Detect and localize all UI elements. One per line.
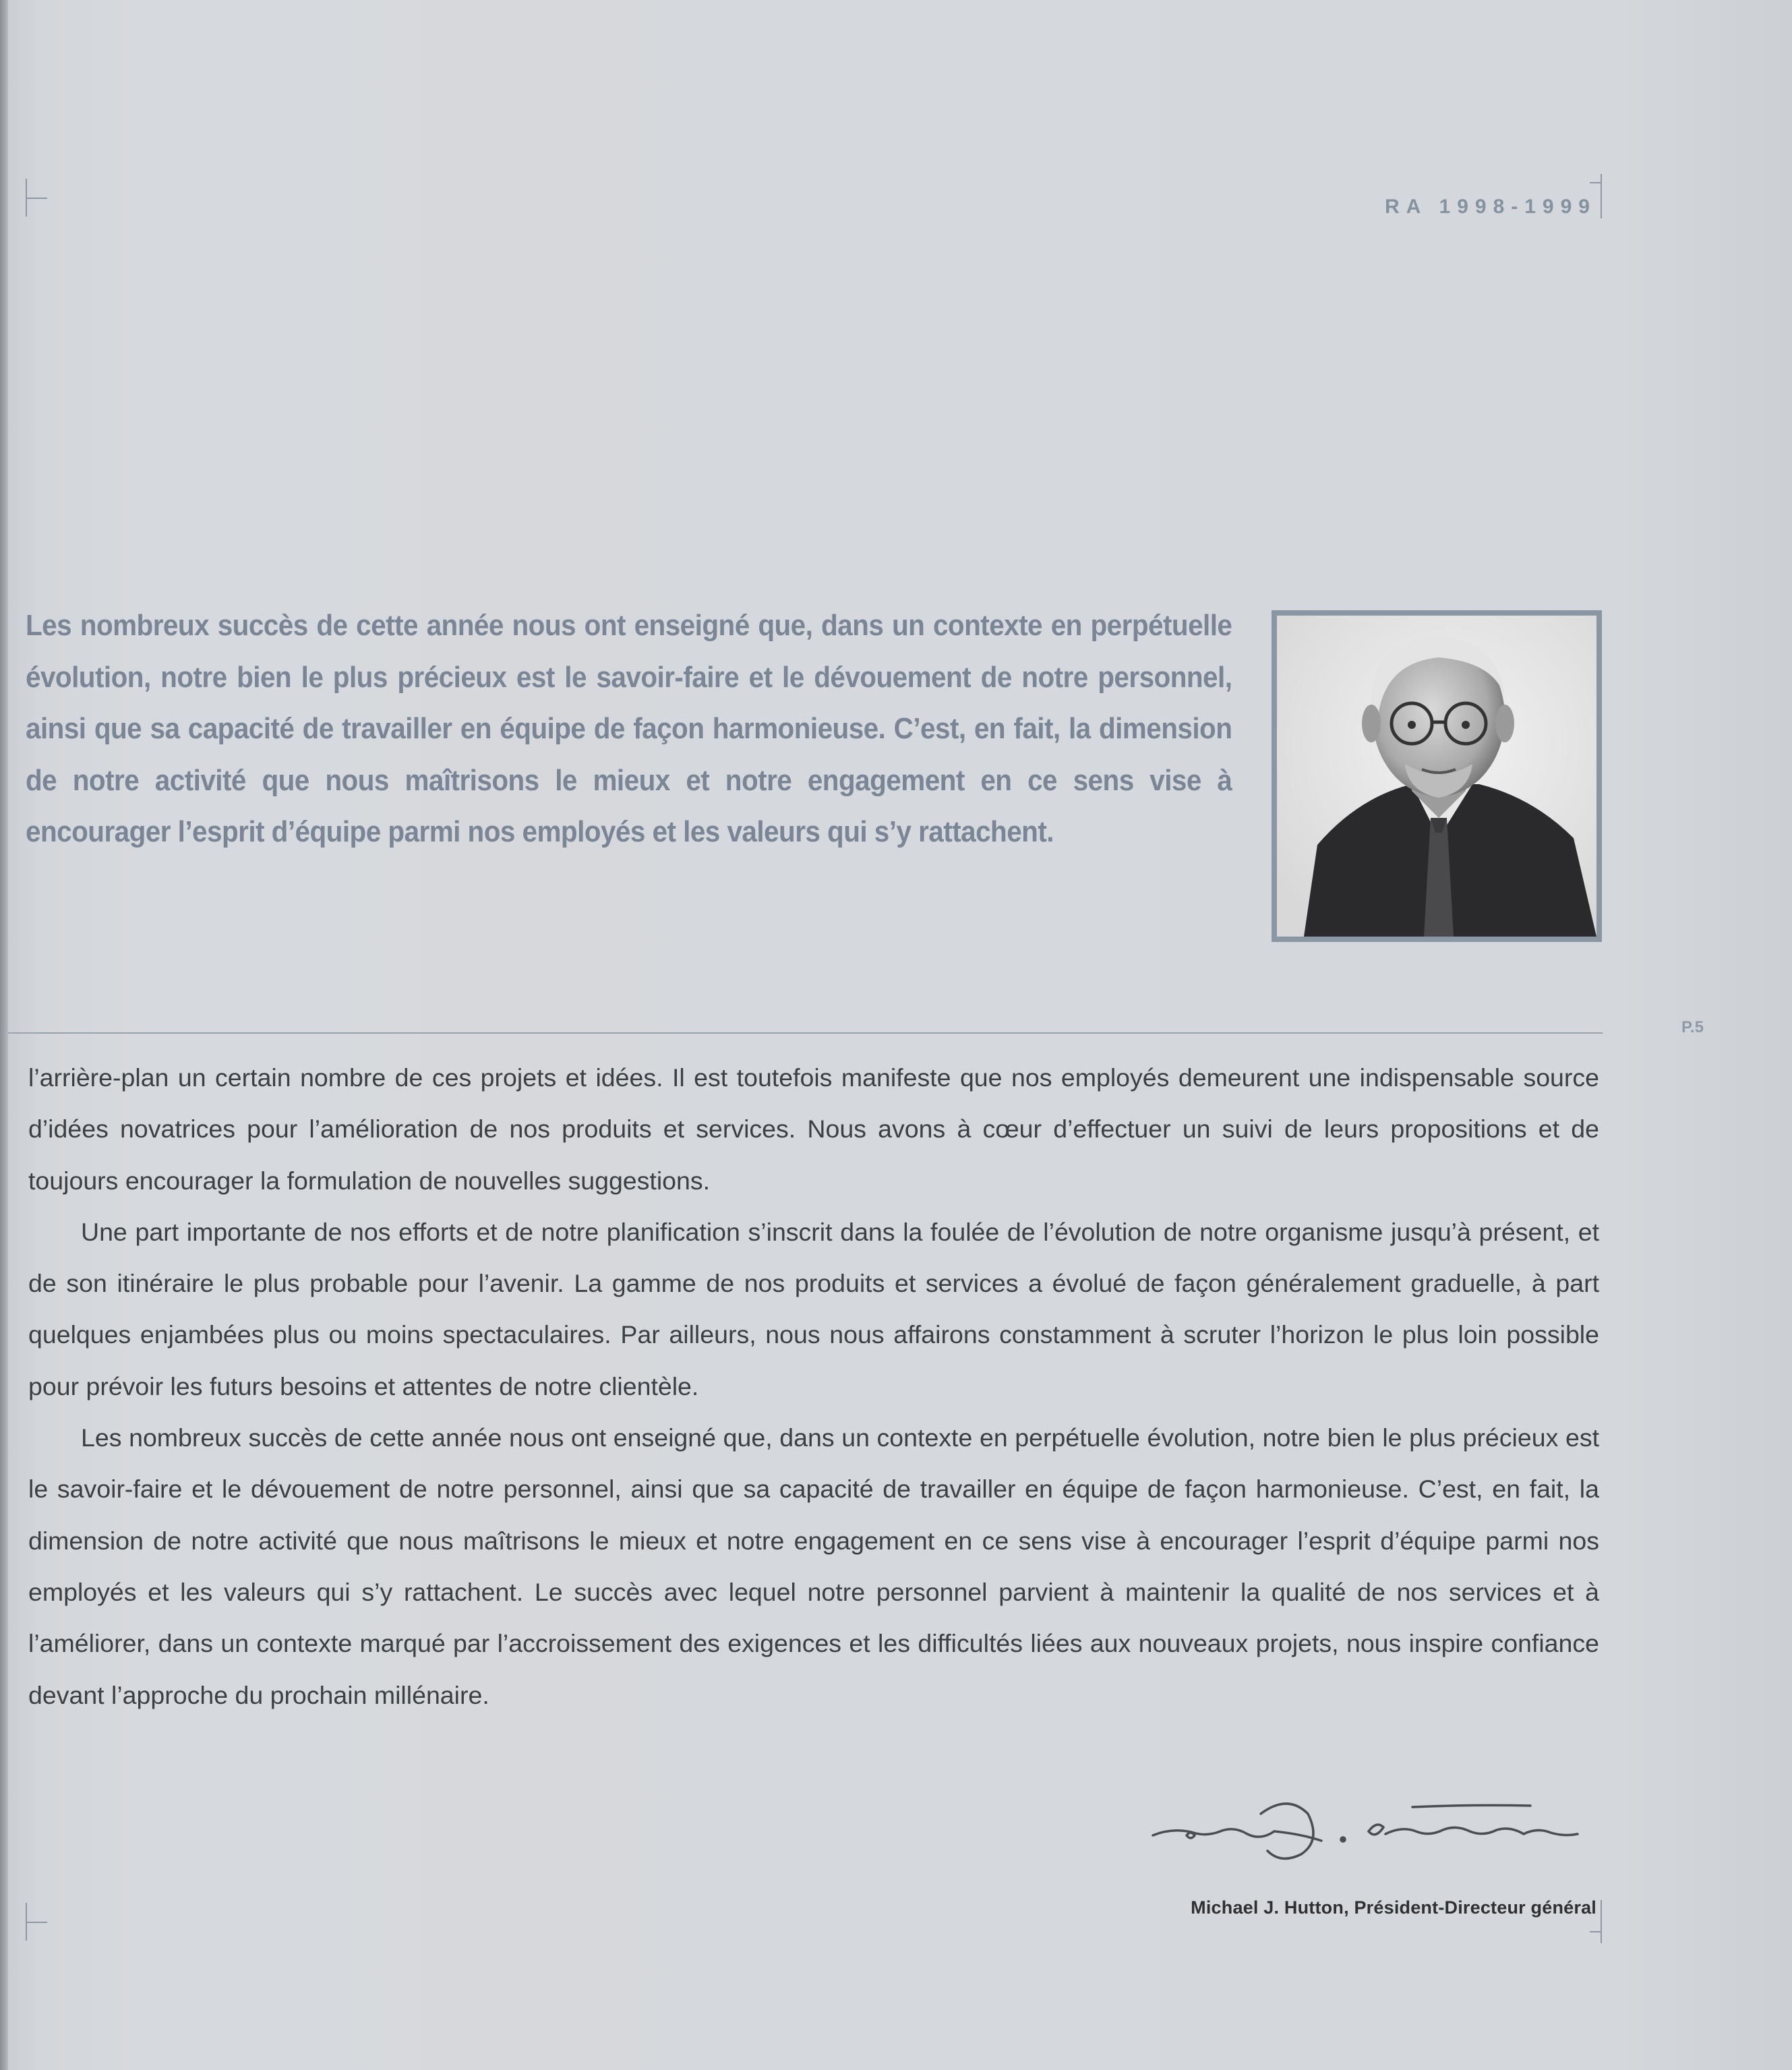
binding-spine [0,0,8,2070]
section-divider [8,1032,1603,1034]
portrait-photo [1272,610,1602,942]
page-number: P.5 [1681,1018,1704,1036]
signature-caption: Michael J. Hutton, Président-Directeur général [1191,1897,1596,1918]
body-paragraph: l’arrière-plan un certain nombre de ces projets et idées. Il est toutefois manifeste que nos employés demeurent une indispensable source d’idées novatrices pour l’amélioration de nos produits et services. Nous avons à cœur d’effectuer un suivi de leurs propositions et de toujours encourager la formulation de nouvelles suggestions. [28,1063,1599,1195]
pull-quote: Les nombreux succès de cette année nous ont enseigné que, dans un contexte en perpétuelle évolution, notre bien le plus précieux est le savoir-faire et le dévouement de notre personnel, ainsi que sa capacité de travailler en équipe de façon harmonieuse. C’est, en fait, la dimension de notre activité que nous maîtrisons le mieux et notre engagement en ce sens vise à encourager l’esprit d’équipe parmi nos employés et les valeurs qui s’y rattachent. [26,609,1232,848]
body-paragraph: Les nombreux succès de cette année nous ont enseigné que, dans un contexte en perpétuelle évolution, notre bien le plus précieux est le savoir-faire et le dévouement de notre personnel, ainsi que sa capacité de travailler en équipe de façon harmonieuse. C’est, en fait, la dimension de notre activité que nous maîtrisons le mieux et notre engagement en ce sens vise à encourager l’esprit d’équipe parmi nos employés et les valeurs qui s’y rattachent. Le succès avec lequel notre personnel parvient à maintenir la qualité de nos services et à l’améliorer, dans un contexte marqué par l’accroissement des exigences et les difficultés liées aux nouveaux projets, nous inspire confiance devant l’approche du prochain millénaire. [28,1423,1599,1709]
handwritten-signature [1146,1787,1598,1868]
body-paragraph: Une part importante de nos efforts et de notre planification s’inscrit dans la foulée de l’évolution de notre organisme jusqu’à présent, et de son itinéraire le plus probable pour l’avenir. La gamme de nos produits et services a évolué de façon généralement graduelle, à part quelques enjambées plus ou moins spectaculaires. Par ailleurs, nous nous affairons constamment à scruter l’horizon le plus loin possible pour prévoir les futurs besoins et attentes de notre clientèle. [28,1217,1599,1400]
body-text [28,1052,1599,1721]
report-code: RA 1998-1999 [1384,196,1596,218]
